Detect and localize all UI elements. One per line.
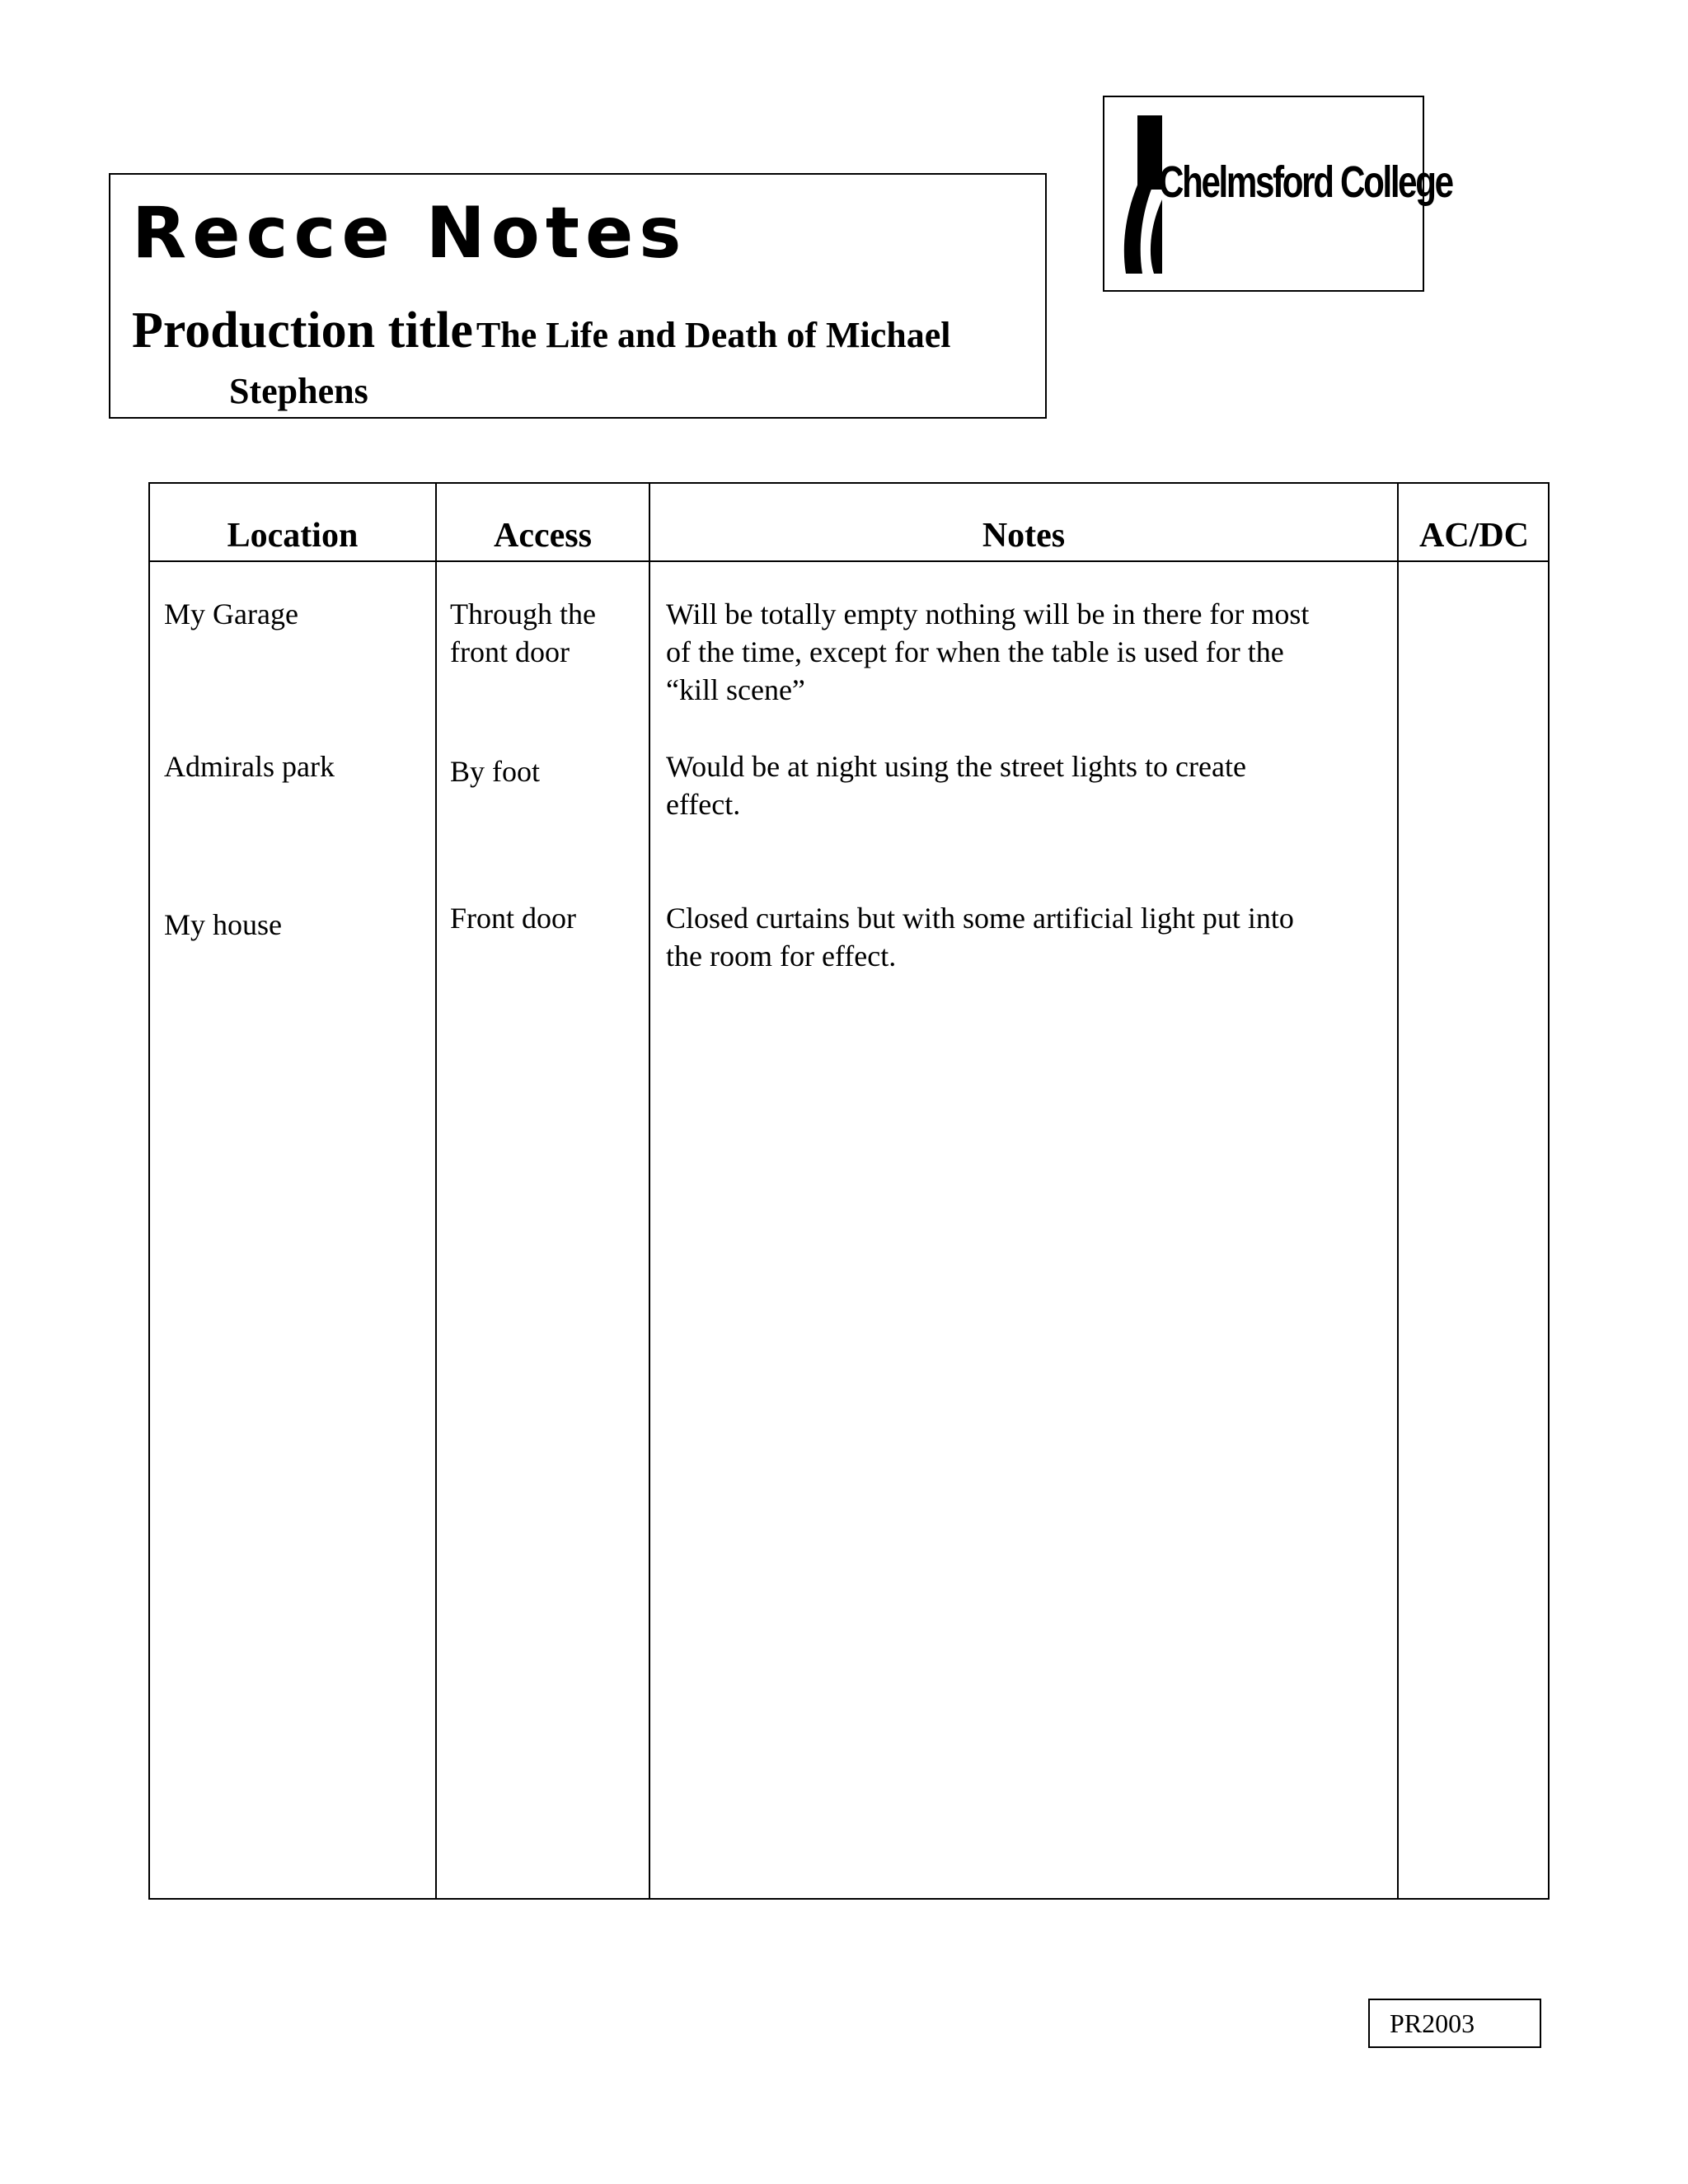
row1-notes-line: of the time, except for when the table is used for the — [666, 635, 1284, 668]
header-access: Access — [494, 517, 592, 555]
row3-notes — [666, 899, 1294, 975]
row2-location: Admirals park — [164, 750, 335, 783]
column-divider — [435, 484, 437, 1898]
row2-access — [450, 752, 540, 790]
row2-notes-line: Would be at night using the street lights to create — [666, 750, 1246, 783]
column-divider — [1397, 484, 1399, 1898]
production-title-line — [132, 302, 1022, 415]
row3-notes-line: Closed curtains but with some artificial light put into — [666, 902, 1294, 935]
header-notes: Notes — [982, 517, 1066, 555]
row1-access-line: front door — [450, 635, 570, 668]
row1-notes-line: “kill scene” — [666, 673, 805, 706]
recce-table — [148, 482, 1550, 1900]
row1-access-line: Through the — [450, 598, 596, 630]
row1-notes-line: Will be totally empty nothing will be in there for most — [666, 598, 1310, 630]
header-divider — [150, 560, 1548, 562]
logo-text: Chelmsford College — [1159, 157, 1452, 207]
production-title-label: Production title — [132, 302, 473, 359]
header-location: Location — [227, 517, 359, 555]
production-title-value-continued: Stephens — [229, 371, 368, 411]
row1-location: My Garage — [164, 598, 298, 630]
title-box — [109, 173, 1047, 419]
row3-location: My house — [164, 908, 282, 941]
row2-notes-line: effect. — [666, 788, 741, 821]
row3-access — [450, 899, 576, 937]
document-title: Recce Notes — [132, 192, 687, 274]
header-acdc: AC/DC — [1419, 517, 1529, 555]
row2-access-line: By foot — [450, 755, 541, 788]
college-logo — [1103, 96, 1452, 292]
production-title-value: The Life and Death of Michael — [476, 315, 951, 355]
column-divider — [649, 484, 650, 1898]
row3-access-line: Front door — [450, 902, 576, 935]
row2-notes — [666, 748, 1246, 823]
form-code: PR2003 — [1368, 1999, 1541, 2048]
row1-notes — [666, 595, 1309, 709]
row1-access — [450, 595, 596, 671]
row3-notes-line: the room for effect. — [666, 940, 897, 972]
